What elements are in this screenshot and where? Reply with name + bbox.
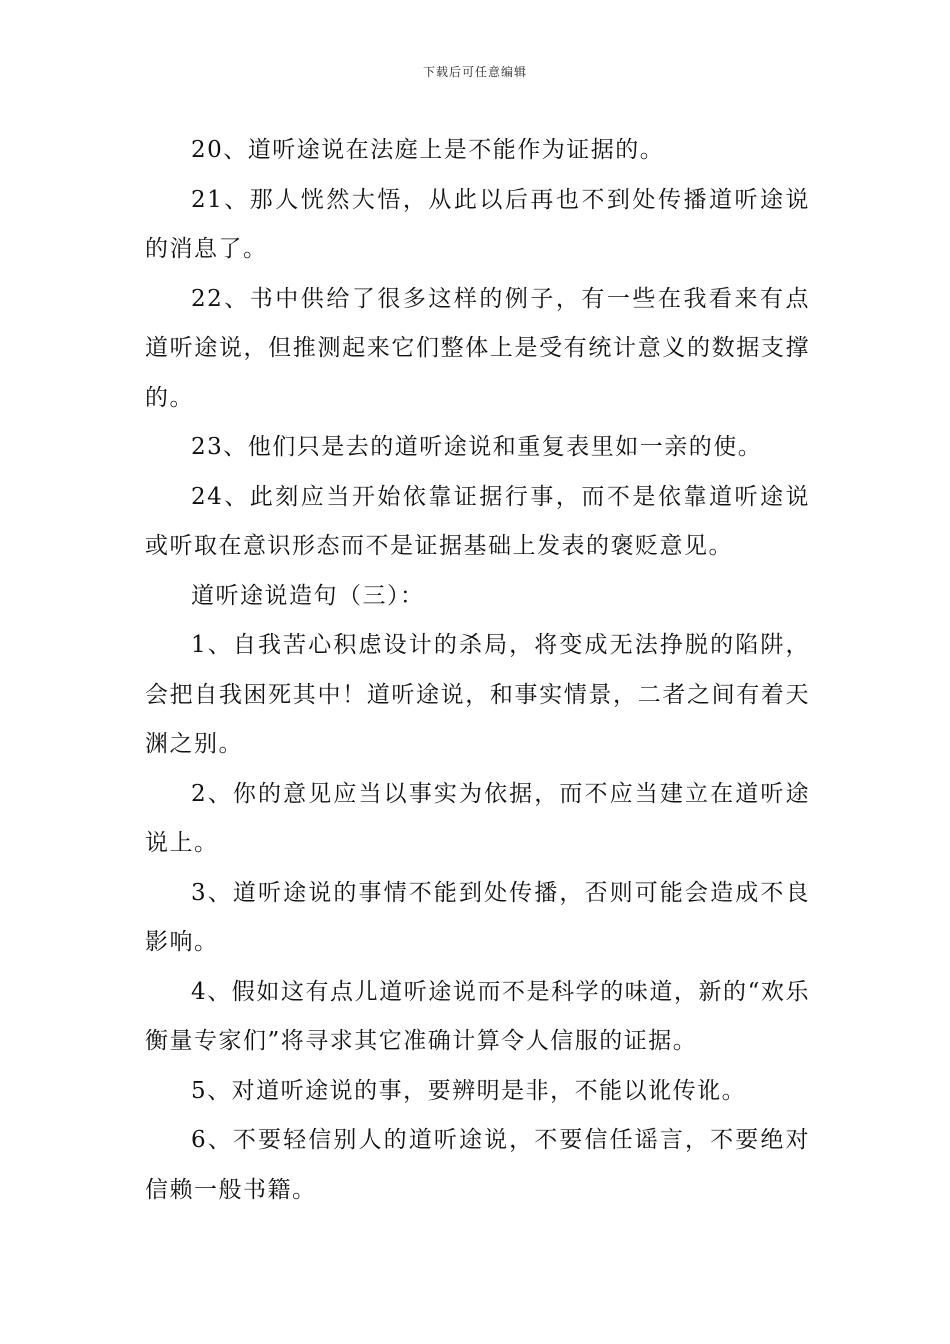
sentence-2: 2、你的意见应当以事实为依据，而不应当建立在道听途说上。: [145, 780, 810, 856]
document-body: [145, 126, 810, 1215]
sentence-23: 23、他们只是去的道听途说和重复表里如一亲的使。: [191, 434, 763, 460]
sentence-24: 24、此刻应当开始依靠证据行事，而不是依靠道听途说或听取在意识形态而不是证据基础上发表的褒贬意见。: [145, 483, 810, 559]
sentence-20: 20、道听途说在法庭上是不能作为证据的。: [191, 137, 665, 163]
page-header: 下载后可任意编辑: [422, 65, 527, 79]
sentence-21: 21、那人恍然大悟，从此以后再也不到处传播道听途说的消息了。: [145, 186, 810, 262]
sentence-6: 6、不要轻信别人的道听途说，不要信任谣言，不要绝对信赖一般书籍。: [145, 1127, 810, 1203]
sentence-1: 1、自我苦心积虑设计的杀局，将变成无法挣脱的陷阱，会把自我困死其中！道听途说，和事实情景，二者之间有着天渊之别。: [145, 632, 810, 757]
sentence-22: 22、书中供给了很多这样的例子，有一些在我看来有点道听途说，但推测起来它们整体上是受有统计意义的数据支撑的。: [145, 285, 810, 411]
sentence-5: 5、对道听途说的事，要辨明是非，不能以讹传讹。: [191, 1077, 747, 1104]
sentence-3: 3、道听途说的事情不能到处传播，否则可能会造成不良影响。: [145, 879, 810, 955]
sentence-4: 4、假如这有点儿道听途说而不是科学的味道，新的“欢乐衡量专家们”将寻求其它准确计算令人信服的证据。: [145, 978, 810, 1054]
section-heading: 道听途说造句（三）：: [191, 582, 425, 609]
